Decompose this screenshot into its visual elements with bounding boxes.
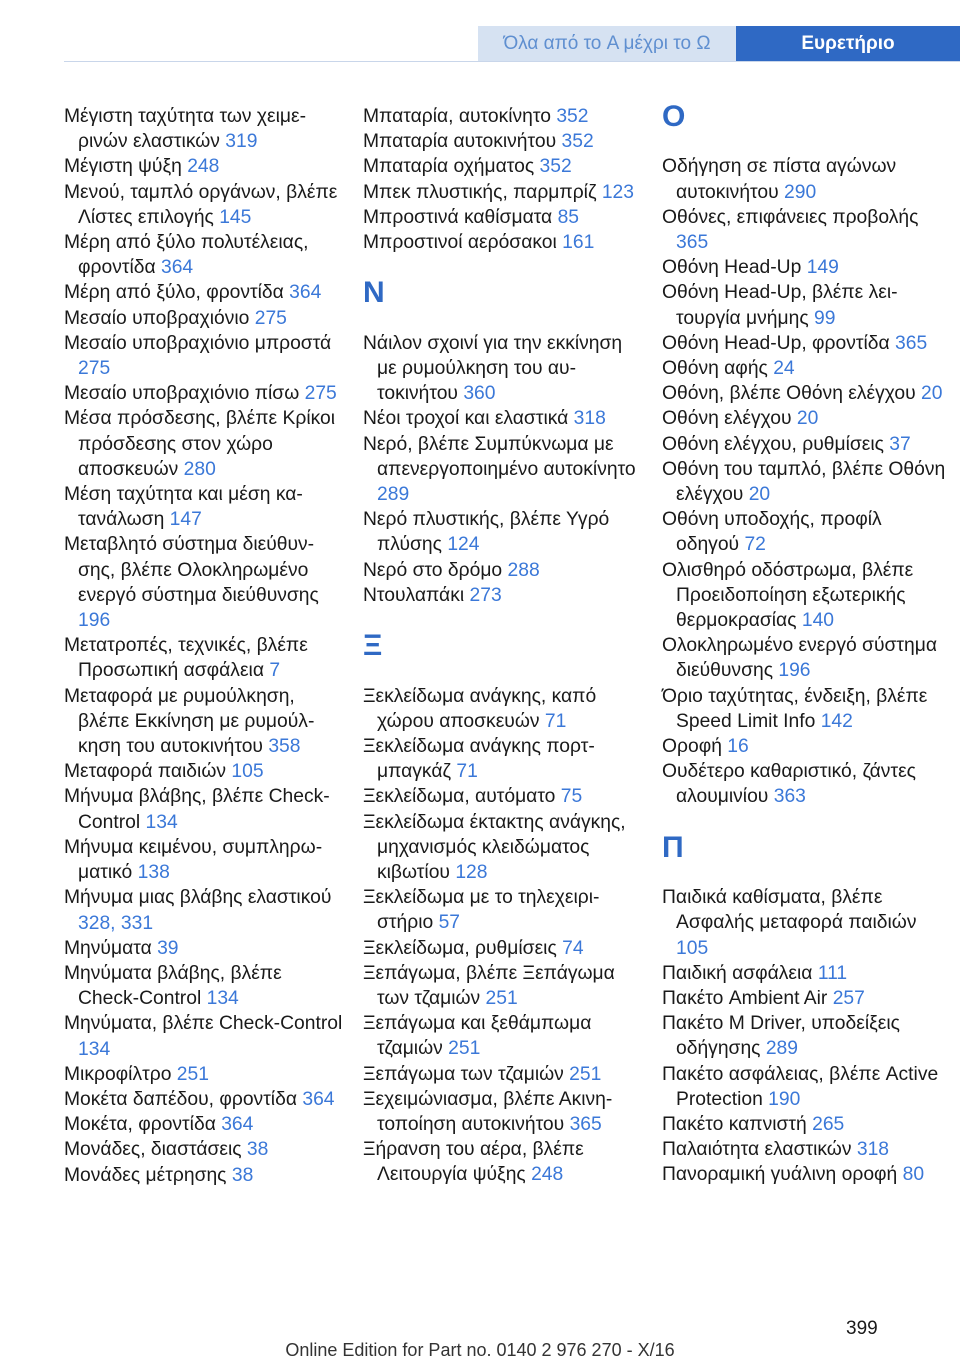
page-reference-link[interactable]: 142	[820, 710, 853, 732]
index-entry	[662, 734, 947, 759]
index-column-3	[662, 100, 947, 1188]
index-entry	[64, 835, 344, 885]
index-letter-heading: Π	[662, 830, 684, 864]
index-entry-text: Μπαταρία αυτοκινήτου	[363, 131, 562, 153]
page-reference-link[interactable]: 365	[676, 231, 709, 253]
page-reference-link[interactable]: 190	[768, 1088, 801, 1110]
index-entry	[363, 784, 643, 809]
index-entry-text: Νερό στο δρόμο	[363, 559, 508, 581]
index-entry	[64, 230, 344, 280]
index-entry-text: Ξήρανση του αέρα, βλέπε Λειτουργία ψύξης	[363, 1139, 584, 1186]
index-entry-text: Οθόνη ελέγχου	[662, 408, 797, 430]
index-entry	[363, 583, 643, 608]
index-entry-text: Νάιλον σχοινί για την εκκίνηση με ρυμούλκηση του αυτοκινήτου	[363, 332, 623, 405]
page-reference-link[interactable]: 352	[539, 156, 572, 178]
page-reference-link[interactable]: 251	[448, 1038, 481, 1060]
page-reference-link[interactable]: 318	[573, 408, 606, 430]
index-entry	[662, 255, 947, 280]
page-reference-link[interactable]: 149	[806, 257, 839, 279]
section-tab: Όλα από το A μέχρι το Ω	[478, 26, 736, 62]
index-entry	[662, 432, 947, 457]
index-entry	[662, 558, 947, 634]
index-entry-text: Παιδικά καθίσματα, βλέπε Ασφαλής μεταφορά παιδιών	[662, 887, 917, 934]
page-reference-link[interactable]: 248	[187, 156, 220, 178]
index-entry	[64, 1163, 344, 1188]
page-reference-link[interactable]: 365	[569, 1114, 602, 1136]
page-reference-link[interactable]: 161	[562, 232, 595, 254]
page-reference-link[interactable]: 71	[456, 761, 478, 783]
index-entry	[363, 1087, 643, 1137]
index-entry	[662, 154, 947, 204]
index-entry-text: Ξεκλείδωμα ανάγκης πορτμπαγκάζ	[363, 735, 595, 783]
index-entry-text: Μονάδες μέτρησης	[64, 1164, 232, 1186]
index-entry-text: Μεσαίο υποβραχιόνιο	[64, 307, 255, 329]
index-entry-text: Ξεκλείδωμα, αυτόματο	[363, 786, 561, 808]
index-entry-text: Μήνυμα κειμένου, συμπληρωματικό	[64, 836, 323, 884]
index-entry	[662, 356, 947, 381]
index-entry-text: Μπροστινοί αερόσακοι	[363, 232, 563, 254]
index-entry	[64, 885, 344, 935]
index-entry-text: Ντουλαπάκι	[363, 584, 470, 606]
index-entry-text: Πακέτο M Driver, υποδείξεις οδήγησης	[662, 1013, 900, 1060]
index-entry	[64, 1062, 344, 1087]
index-entry	[64, 104, 344, 154]
index-entry	[662, 759, 947, 809]
index-entry-text: Ξεπάγωμα των τζαμιών	[363, 1063, 570, 1085]
page-reference-link[interactable]: 360	[463, 383, 496, 405]
index-entry	[363, 1137, 643, 1187]
index-entry	[64, 961, 344, 1011]
index-entry	[662, 885, 947, 961]
index-entry-text: Οθόνη αφής	[662, 358, 774, 379]
index-entry-text: Οθόνη Head-Up, βλέπε λειτουργία μνήμης	[662, 282, 898, 329]
page-reference-link[interactable]: 265	[812, 1114, 845, 1136]
index-entry	[662, 961, 947, 986]
index-entry-text: Μεσαίο υποβραχιόνιο μπροστά	[64, 332, 332, 354]
page-reference-link[interactable]: 74	[562, 937, 584, 959]
index-entry-text: Πακέτο καπνιστή	[662, 1114, 813, 1136]
index-letter-heading: Ν	[363, 276, 385, 310]
page-reference-link[interactable]: 364	[221, 1114, 254, 1136]
page-reference-link[interactable]: 251	[485, 988, 518, 1010]
page-reference-link[interactable]: 196	[78, 610, 111, 632]
index-entry	[64, 406, 344, 482]
index-entry-text: Μοκέτα, φροντίδα	[64, 1114, 222, 1136]
page-reference-link[interactable]: 365	[895, 332, 928, 354]
index-entry-text: Ολισθηρό οδόστρωμα, βλέπε Προειδοποίηση εξωτερικής θερμοκρασίας	[662, 559, 914, 632]
index-entry	[662, 406, 947, 431]
index-entry	[64, 759, 344, 784]
page-reference-link[interactable]: 80	[902, 1164, 925, 1186]
page-reference-link[interactable]: 105	[231, 761, 264, 783]
page-number: 399	[846, 1318, 878, 1339]
index-entry-text: Μέρη από ξύλο πολυτέλειας, φροντίδα	[64, 232, 309, 279]
index-entry-text: Νερό πλυστικής, βλέπε Υγρό πλύσης	[363, 509, 610, 556]
page-reference-link[interactable]: 140	[801, 610, 835, 632]
index-entry	[363, 154, 643, 179]
page-reference-link[interactable]: 275	[254, 307, 287, 329]
page-reference-link[interactable]: 275	[78, 358, 111, 380]
index-entry	[363, 885, 643, 935]
page-reference-link[interactable]: 364	[302, 1088, 335, 1110]
page-reference-link[interactable]: 134	[145, 811, 178, 833]
index-entry-text: Μήνυμα βλάβης, βλέπε Check-Control	[64, 786, 330, 833]
index-entry	[662, 1162, 947, 1187]
index-entry-text: Νέοι τροχοί και ελαστικά	[363, 408, 574, 430]
page-reference-link[interactable]: 289	[765, 1038, 798, 1060]
index-entry	[363, 1011, 643, 1061]
page-reference-link[interactable]: 20	[796, 408, 819, 430]
index-entry-text: Μεσαίο υποβραχιόνιο πίσω	[64, 383, 305, 405]
index-entry	[64, 1137, 344, 1162]
index-entry	[64, 684, 344, 760]
index-entry-text: Παιδική ασφάλεια	[662, 962, 818, 984]
index-entry	[363, 734, 643, 784]
index-entry	[363, 230, 643, 255]
page-reference-link[interactable]: 72	[744, 534, 766, 556]
index-entry-text: Πακέτο ασφάλειας, βλέπε Active Protection	[662, 1063, 939, 1110]
index-entry-text: Μηνύματα βλάβης, βλέπε Check-Control	[64, 962, 282, 1010]
index-entry	[363, 432, 643, 508]
index-entry	[64, 280, 344, 305]
index-entry-text: Μενού, ταμπλό οργάνων, βλέπε Λίστες επιλογής	[64, 181, 338, 228]
index-entry	[662, 684, 947, 734]
index-entry-text: Μέση ταχύτητα και μέση κατανάλωση	[64, 484, 303, 531]
page-reference-link[interactable]: 288	[507, 559, 540, 581]
index-column-1	[64, 104, 344, 1188]
index-entry-text: Μήνυμα μιας βλάβης ελαστικού	[64, 887, 332, 909]
index-entry-text: Ξεκλείδωμα, ρυθμίσεις	[363, 937, 563, 959]
page-reference-link[interactable]: 319	[225, 131, 258, 153]
index-entry-text: Ξεκλείδωμα με το τηλεχειριστήριο	[363, 887, 600, 934]
index-letter-heading: Ο	[662, 100, 686, 133]
page-reference-link[interactable]: 364	[289, 282, 322, 304]
page-reference-link[interactable]: 358	[268, 736, 301, 758]
index-entry-text: Μετατροπές, τεχνικές, βλέπε Προσωπική ασφάλεια	[64, 635, 308, 682]
index-entry-text: Νερό, βλέπε Συμπύκνωμα με απενεργοποιημένο αυτοκίνητο	[363, 433, 636, 480]
index-entry	[64, 936, 344, 961]
index-entry-text: Μέγιστη ψύξη	[64, 156, 188, 178]
index-entry	[662, 1137, 947, 1162]
index-tab: Ευρετήριο	[736, 26, 960, 62]
index-entry-text: Παλαιότητα ελαστικών	[662, 1139, 857, 1161]
page-reference-link[interactable]: 134	[206, 988, 239, 1010]
index-entry	[363, 331, 643, 407]
index-entry-text: Οδήγηση σε πίστα αγώνων αυτοκινήτου	[662, 156, 897, 203]
index-entry-text: Μπαταρία οχήματος	[363, 156, 540, 178]
index-column-2	[363, 104, 643, 1188]
page-reference-link[interactable]: 123	[601, 181, 634, 203]
page-reference-link[interactable]: 251	[569, 1063, 602, 1085]
index-entry	[662, 331, 947, 356]
page-reference-link[interactable]: 134	[78, 1038, 111, 1060]
page-reference-link[interactable]: 7	[269, 660, 281, 682]
index-entry	[64, 482, 344, 532]
index-entry	[64, 154, 344, 179]
page-reference-link[interactable]: 275	[304, 383, 337, 405]
index-entry-text: Μέσα πρόσδεσης, βλέπε Κρίκοι πρόσδεσης στον χώρο αποσκευών	[64, 408, 336, 480]
index-entry	[64, 381, 344, 406]
edition-footer: Online Edition for Part no. 0140 2 976 270 - X/16	[285, 1340, 675, 1360]
page-reference-link[interactable]: 75	[560, 786, 583, 808]
header-rule	[64, 61, 960, 62]
page-reference-link[interactable]: 20	[920, 383, 943, 405]
page-reference-link[interactable]: 85	[557, 206, 580, 228]
index-entry-text: Μέγιστη ταχύτητα των χειμερινών ελαστικών	[64, 106, 307, 153]
index-entry	[363, 1062, 643, 1087]
page-reference-link[interactable]: 16	[727, 736, 749, 758]
page-reference-link[interactable]: 57	[438, 912, 461, 934]
page-reference-link[interactable]: 318	[856, 1139, 890, 1161]
page-reference-link[interactable]: 71	[544, 710, 567, 732]
page-reference-link[interactable]: 38	[246, 1139, 269, 1161]
page-reference-link[interactable]: 111	[817, 962, 848, 984]
index-entry-text: Οθόνη, βλέπε Οθόνη ελέγχου	[662, 383, 921, 405]
index-entry	[363, 180, 643, 205]
index-entry-text: Ξεπάγωμα, βλέπε Ξεπάγωμα των τζαμιών	[363, 962, 615, 1010]
page-reference-link[interactable]: 124	[447, 534, 480, 556]
index-entry	[363, 558, 643, 583]
index-entry	[64, 633, 344, 683]
index-entry	[662, 381, 947, 406]
page-reference-link[interactable]: 196	[778, 660, 811, 682]
index-entry	[363, 507, 643, 557]
page-reference-link[interactable]: 363	[773, 786, 806, 808]
index-entry-text: Μικροφίλτρο	[64, 1063, 177, 1085]
page-reference-link[interactable]: 352	[556, 106, 589, 127]
index-entry-text: Πακέτο Ambient Air	[662, 988, 833, 1010]
page-reference-link[interactable]: 273	[469, 584, 502, 606]
index-entry	[363, 205, 643, 230]
index-entry-text: Όριο ταχύτητας, ένδειξη, βλέπε Speed Limit Info	[662, 685, 928, 732]
index-entry-text: Ξεχειμώνιασμα, βλέπε Ακινητοποίηση αυτοκινήτου	[363, 1088, 613, 1136]
index-entry	[64, 1112, 344, 1137]
index-entry-text: Ξεκλείδωμα ανάγκης, καπό χώρου αποσκευών	[363, 685, 597, 732]
index-entry	[662, 205, 947, 255]
index-entry-text: Μέρη από ξύλο, φροντίδα	[64, 282, 290, 304]
page-header	[0, 0, 960, 62]
index-entry	[662, 633, 947, 683]
index-entry	[662, 457, 947, 507]
index-entry	[363, 810, 643, 886]
page-reference-link[interactable]: 24	[773, 358, 795, 379]
page-reference-link[interactable]: 145	[219, 206, 252, 228]
index-entry	[363, 129, 643, 154]
index-entry-text: Ουδέτερο καθαριστικό, ζάντες αλουμινίου	[662, 761, 916, 808]
page-reference-link[interactable]: 37	[889, 433, 911, 455]
index-entry-text: Οροφή	[662, 736, 728, 758]
page-reference-link[interactable]: 99	[813, 307, 836, 329]
page-reference-link[interactable]: 251	[176, 1063, 209, 1085]
section-gap	[363, 608, 643, 633]
index-entry-text: Ξεπάγωμα και ξεθάμπωμα τζαμιών	[363, 1013, 592, 1060]
section-gap	[662, 810, 947, 835]
page-reference-link[interactable]: 328, 331	[78, 912, 154, 934]
index-entry-text: Οθόνη του ταμπλό, βλέπε Οθόνη ελέγχου	[662, 458, 946, 506]
index-entry	[662, 1112, 947, 1137]
index-entry	[662, 280, 947, 330]
page-reference-link[interactable]: 290	[784, 181, 817, 203]
index-entry	[662, 986, 947, 1011]
page-reference-link[interactable]: 20	[748, 484, 771, 506]
index-entry-text: Οθόνη ελέγχου, ρυθμίσεις	[662, 433, 890, 455]
index-entry	[662, 1011, 947, 1061]
page-reference-link[interactable]: 248	[531, 1164, 564, 1186]
index-entry	[363, 104, 643, 129]
index-entry-text: Μεταβλητό σύστημα διεύθυνσης, βλέπε Ολοκληρωμένο ενεργό σύστημα διεύθυνσης	[64, 534, 319, 606]
index-entry-text: Μπροστινά καθίσματα	[363, 206, 558, 228]
index-entry	[64, 306, 344, 331]
index-entry-text: Μεταφορά παιδιών	[64, 761, 232, 783]
index-entry	[64, 784, 344, 834]
index-entry-text: Μηνύματα, βλέπε Check-Control	[64, 1013, 343, 1035]
index-entry	[363, 961, 643, 1011]
page-reference-link[interactable]: 364	[160, 257, 194, 279]
page-reference-link[interactable]: 128	[455, 862, 488, 883]
index-entry	[64, 532, 344, 633]
index-entry-text: Ολοκληρωμένο ενεργό σύστημα διεύθυνσης	[662, 635, 937, 682]
page-reference-link[interactable]: 289	[377, 484, 410, 505]
page-reference-link[interactable]: 257	[832, 988, 865, 1010]
index-entry	[64, 180, 344, 230]
page-reference-link[interactable]: 352	[561, 131, 594, 153]
section-gap	[363, 255, 643, 280]
page-reference-link[interactable]: 147	[169, 509, 202, 531]
index-entry-text: Μηνύματα	[64, 937, 158, 959]
index-letter-heading: Ξ	[363, 629, 383, 663]
index-entry-text: Ξεκλείδωμα έκτακτης ανάγκης, μηχανισμός κλειδώματος κιβωτίου	[363, 811, 626, 883]
index-entry	[363, 684, 643, 734]
page-reference-link[interactable]: 105	[676, 937, 709, 959]
index-entry-text: Μεταφορά με ρυμούλκηση, βλέπε Εκκίνηση με ρυμούλκηση του αυτοκινήτου	[64, 685, 315, 758]
index-entry-text: Οθόνη Head-Up, φροντίδα	[662, 332, 896, 354]
index-entry	[662, 507, 947, 557]
index-entry	[363, 936, 643, 961]
page-reference-link[interactable]: 39	[157, 937, 179, 959]
index-entry-text: Πανοραμική γυάλινη οροφή	[662, 1164, 903, 1186]
index-entry	[662, 1062, 947, 1112]
page-reference-link[interactable]: 38	[231, 1164, 254, 1186]
page-reference-link[interactable]: 280	[183, 458, 216, 480]
index-entry-text: Μοκέτα δαπέδου, φροντίδα	[64, 1088, 303, 1110]
index-entry-text: Μπεκ πλυστικής, παρμπρίζ	[363, 181, 602, 203]
index-entry	[64, 331, 344, 381]
index-entry-text: Οθόνες, επιφάνειες προβολής	[662, 206, 919, 228]
index-entry-text: Μονάδες, διαστάσεις	[64, 1139, 247, 1161]
index-entry-text: Οθόνη Head-Up	[662, 257, 807, 279]
index-entry	[64, 1087, 344, 1112]
page-reference-link[interactable]: 138	[137, 862, 170, 884]
index-entry-text: Μπαταρία, αυτοκίνητο	[363, 106, 557, 127]
index-entry	[64, 1011, 344, 1061]
index-entry	[363, 406, 643, 431]
index-entry-text: Οθόνη υποδοχής, προφίλ οδηγού	[662, 509, 882, 556]
